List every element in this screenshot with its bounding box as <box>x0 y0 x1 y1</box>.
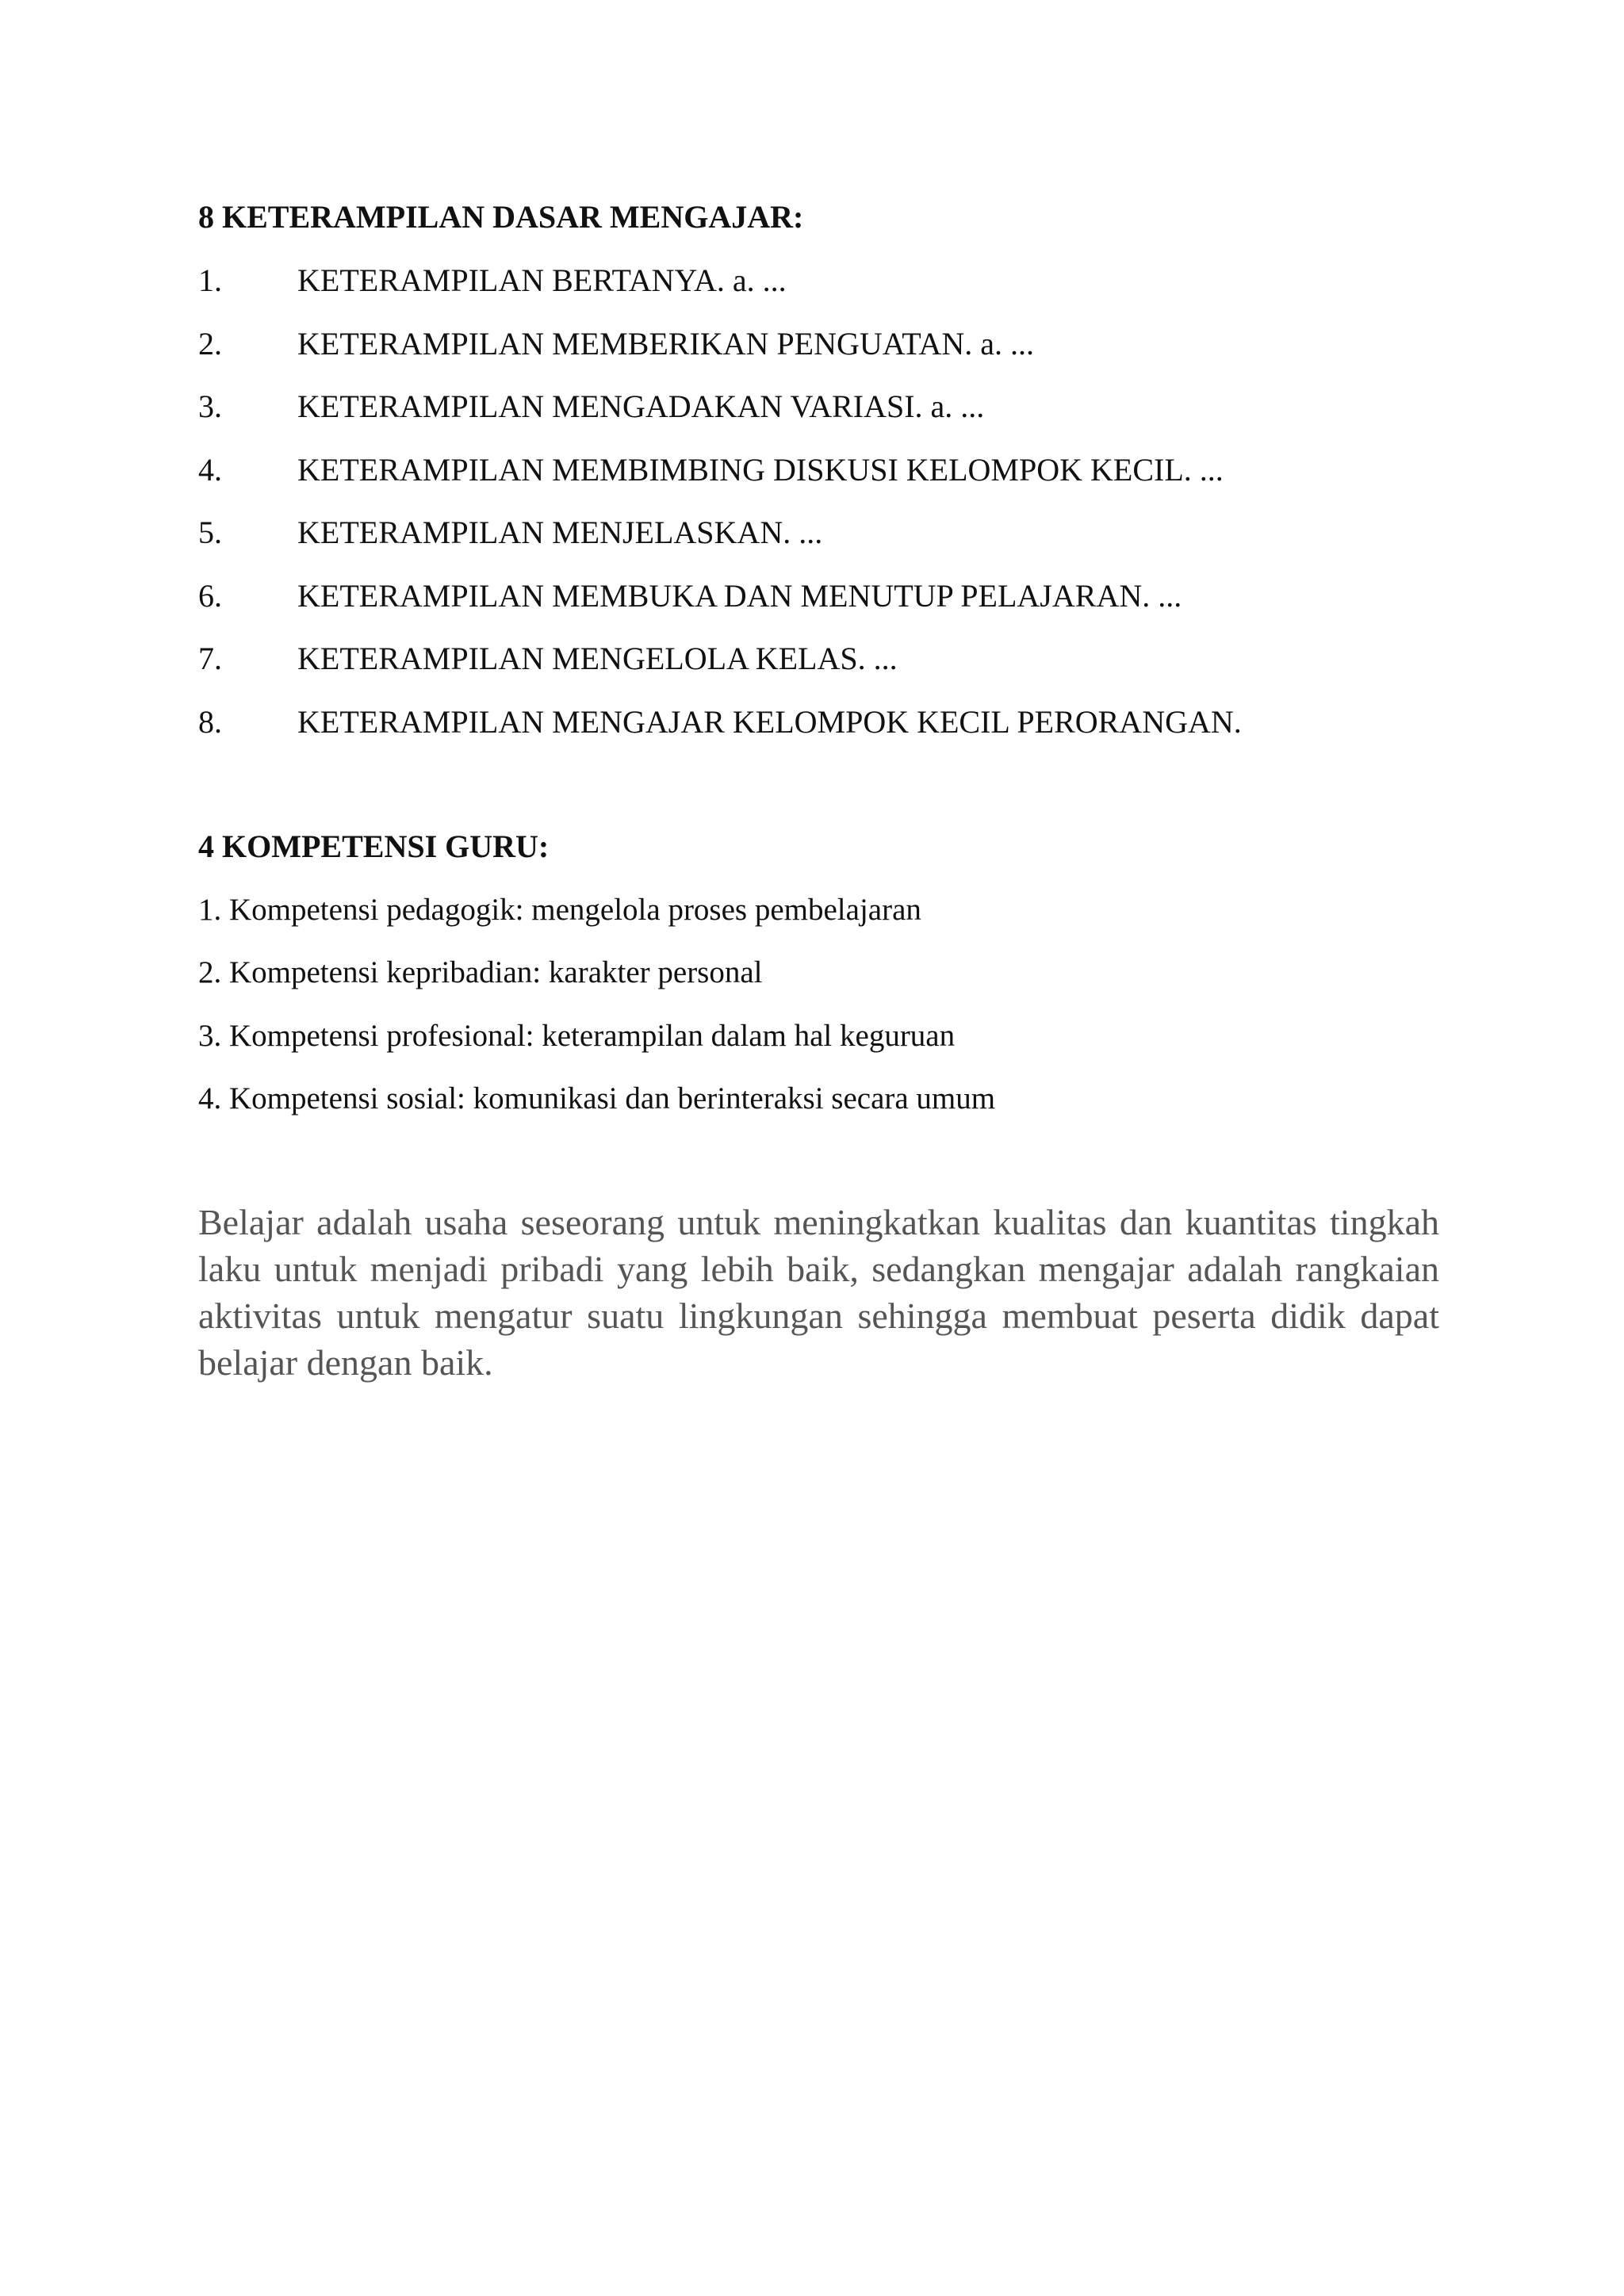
list-item-text: KETERAMPILAN MENGADAKAN VARIASI. a. ... <box>297 388 985 424</box>
list-item-number: 2. <box>198 325 222 362</box>
list-item-text: KETERAMPILAN BERTANYA. a. ... <box>297 262 787 298</box>
list-item-text: KETERAMPILAN MENGAJAR KELOMPOK KECIL PERORANGAN. <box>297 703 1242 740</box>
section-title-keterampilan: 8 KETERAMPILAN DASAR MENGAJAR: <box>198 199 804 235</box>
list-item-number: 8. <box>198 703 222 740</box>
kompetensi-list <box>198 894 995 1146</box>
section-title-kompetensi: 4 KOMPETENSI GURU: <box>198 828 550 864</box>
list-item: 1. Kompetensi pedagogik: mengelola proses pembelajaran <box>198 893 921 927</box>
list-item-text: KETERAMPILAN MENGELOLA KELAS. ... <box>297 641 898 676</box>
list-item-number: 1. <box>198 262 222 298</box>
list-item-text: KETERAMPILAN MEMBIMBING DISKUSI KELOMPOK KECIL. ... <box>297 451 1224 488</box>
list-item-number: 4. <box>198 451 222 488</box>
list-item <box>198 643 1242 706</box>
list-item <box>198 703 1242 770</box>
list-item-number: 3. <box>198 388 222 424</box>
keterampilan-list <box>198 262 1242 769</box>
list-item-number: 5. <box>198 515 222 550</box>
list-item: 4. Kompetensi sosial: komunikasi dan berinteraksi secara umum <box>198 1081 996 1115</box>
list-item <box>198 388 1242 454</box>
list-item-text: KETERAMPILAN MEMBERIKAN PENGUATAN. a. ... <box>297 325 1034 362</box>
list-item <box>198 517 1242 580</box>
closing-paragraph: Belajar adalah usaha seseorang untuk meningkatkan kualitas dan kuantitas tingkah laku untuk menjadi pribadi yang lebih baik, sedangkan mengajar adalah rangkaian aktivitas untuk mengatur suatu lingkungan sehingga membuat peserta didik dapat belajar dengan baik. <box>198 1202 1439 1383</box>
list-item <box>198 451 1242 518</box>
list-item-text: KETERAMPILAN MENJELASKAN. ... <box>297 515 823 550</box>
list-item: 3. Kompetensi profesional: keterampilan dalam hal keguruan <box>198 1018 956 1053</box>
list-item <box>198 577 1242 644</box>
list-item-number: 7. <box>198 641 222 676</box>
list-item-number: 6. <box>198 577 222 614</box>
list-item <box>198 325 1242 392</box>
list-item: 2. Kompetensi kepribadian: karakter personal <box>198 955 763 990</box>
list-item-text: KETERAMPILAN MEMBUKA DAN MENUTUP PELAJARAN. ... <box>297 577 1182 614</box>
list-item <box>198 262 1242 328</box>
